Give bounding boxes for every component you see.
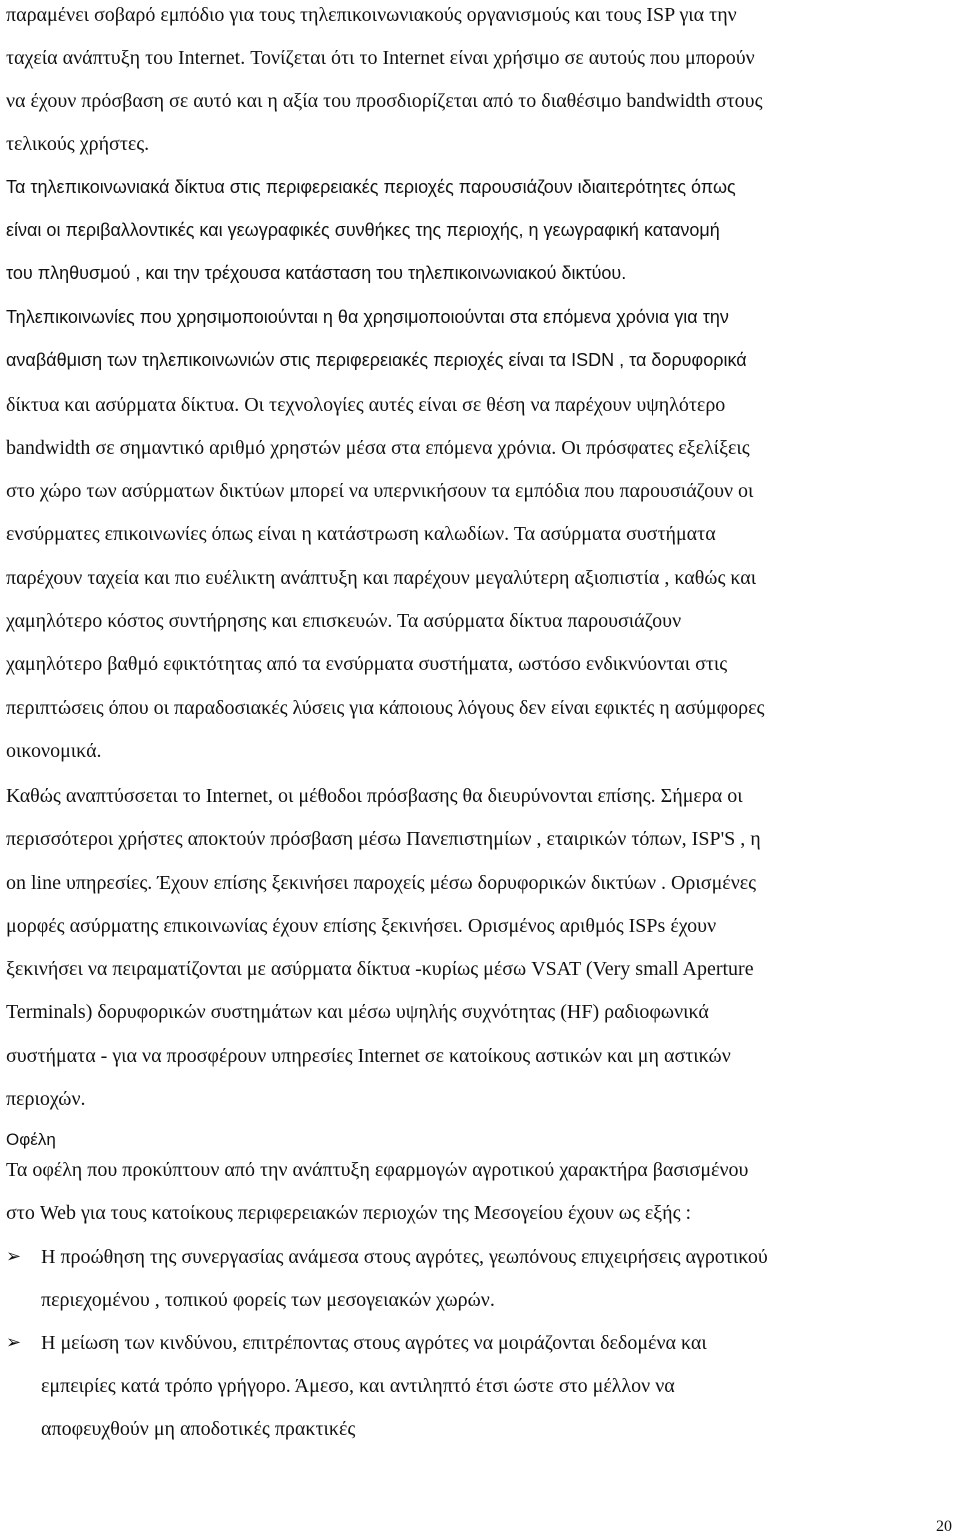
body-line: παρέχουν ταχεία και πιο ευέλικτη ανάπτυξη και παρέχουν μεγαλύτερη αξιοπιστία , καθώς και (6, 567, 757, 589)
intro-line: να έχουν πρόσβαση σε αυτό και η αξία του προσδιορίζεται από το διαθέσιμο bandwidth στους (6, 90, 763, 112)
body-line: συστήματα - για να προσφέρουν υπηρεσίες Internet σε κατοίκους αστικών και μη αστικών (6, 1045, 731, 1067)
body-line: Καθώς αναπτύσσεται το Internet, οι μέθοδοι πρόσβασης θα διευρύνονται επίσης. Σήμερα οι (6, 785, 743, 807)
body-line: στο χώρο των ασύρματων δικτύων μπορεί να υπερνικήσουν τα εμπόδια που παρουσιάζουν οι (6, 480, 754, 502)
network-paragraph-line: Τα τηλεπικοινωνιακά δίκτυα στις περιφερειακές περιοχές παρουσιάζουν ιδιαιτερότητες όπως (6, 177, 736, 197)
body-line: οικονομικά. (6, 740, 102, 762)
network-paragraph-line: Τηλεπικοινωνίες που χρησιμοποιούνται η θα χρησιμοποιούνται στα επόμενα χρόνια για την (6, 307, 729, 327)
network-paragraph-line: του πληθυσμού , και την τρέχουσα κατάσταση του τηλεπικοινωνιακού δικτύου. (6, 263, 627, 283)
body-line: Terminals) δορυφορικών συστημάτων και μέσω υψηλής συχνότητας (HF) ραδιοφωνικά (6, 1001, 709, 1023)
body-line: bandwidth σε σημαντικό αριθμό χρηστών μέσα στα επόμενα χρόνια. Οι πρόσφατες εξελίξεις (6, 437, 750, 459)
network-paragraph-line: αναβάθμιση των τηλεπικοινωνιών στις περιφερειακές περιοχές είναι τα ISDN , τα δορυφορικά (6, 350, 747, 370)
benefits-line: στο Web για τους κατοίκους περιφερειακών περιοχών της Μεσογείου έχουν ως εξής : (6, 1202, 692, 1224)
body-line: χαμηλότερο κόστος συντήρησης και επισκευών. Τα ασύρματα δίκτυα παρουσιάζουν (6, 610, 682, 632)
page-number: 20 (936, 1518, 952, 1535)
bullet-line: εμπειρίες κατά τρόπο γρήγορο. Άμεσο, και αντιληπτό έτσι ώστε στο μέλλον να (41, 1375, 675, 1397)
body-line: χαμηλότερο βαθμό εφικτότητας από τα ενσύρματα συστήματα, ωστόσο ενδικνύονται στις (6, 653, 728, 675)
body-line: μορφές ασύρματης επικοινωνίας έχουν επίσης ξεκινήσει. Ορισμένος αριθμός ISPs έχουν (6, 915, 717, 937)
section-heading: Οφέλη (6, 1130, 56, 1149)
intro-line: τελικούς χρήστες. (6, 133, 150, 155)
network-paragraph-line: είναι οι περιβαλλοντικές και γεωγραφικές συνθήκες της περιοχής, η γεωγραφική κατανομή (6, 220, 720, 240)
bullet-line: περιεχομένου , τοπικού φορείς των μεσογειακών χωρών. (41, 1289, 495, 1311)
body-line: δίκτυα και ασύρματα δίκτυα. Οι τεχνολογίες αυτές είναι σε θέση να παρέχουν υψηλότερο (6, 394, 726, 416)
intro-line: ταχεία ανάπτυξη του Internet. Τονίζεται ότι το Internet είναι χρήσιμο σε αυτούς που μπορούν (6, 47, 755, 69)
body-line: ενσύρματες επικοινωνίες όπως είναι η κατάστρωση καλωδίων. Τα ασύρματα συστήματα (6, 523, 716, 545)
intro-line: παραμένει σοβαρό εμπόδιο για τους τηλεπικοινωνιακούς οργανισμούς και τους ISP για την (6, 4, 737, 26)
body-line: ξεκινήσει να πειραματίζονται με ασύρματα δίκτυα -κυρίως μέσω VSAT (Very small Aperture (6, 958, 754, 980)
body-line: on line υπηρεσίες. Έχουν επίσης ξεκινήσει παροχείς μέσω δορυφορικών δικτύων . Ορισμένες (6, 872, 757, 894)
bullet-line: αποφευχθούν μη αποδοτικές πρακτικές (41, 1418, 356, 1440)
body-line: περιοχών. (6, 1088, 86, 1110)
body-line: περιπτώσεις όπου οι παραδοσιακές λύσεις για κάποιους λόγους δεν είναι εφικτές η ασύμφορες (6, 697, 765, 719)
arrow-bullet-icon: ➢ (6, 1332, 22, 1353)
bullet-line: Η προώθηση της συνεργασίας ανάμεσα στους αγρότες, γεωπόνους επιχειρήσεις αγροτικού (41, 1246, 768, 1268)
body-line: περισσότεροι χρήστες αποκτούν πρόσβαση μέσω Πανεπιστημίων , εταιρικών τόπων, ISP'S , η (6, 828, 761, 850)
arrow-bullet-icon: ➢ (6, 1246, 22, 1267)
benefits-line: Τα οφέλη που προκύπτουν από την ανάπτυξη εφαρμογών αγροτικού χαρακτήρα βασισμένου (6, 1159, 749, 1181)
bullet-line: Η μείωση των κινδύνου, επιτρέποντας στους αγρότες να μοιράζονται δεδομένα και (41, 1332, 707, 1354)
